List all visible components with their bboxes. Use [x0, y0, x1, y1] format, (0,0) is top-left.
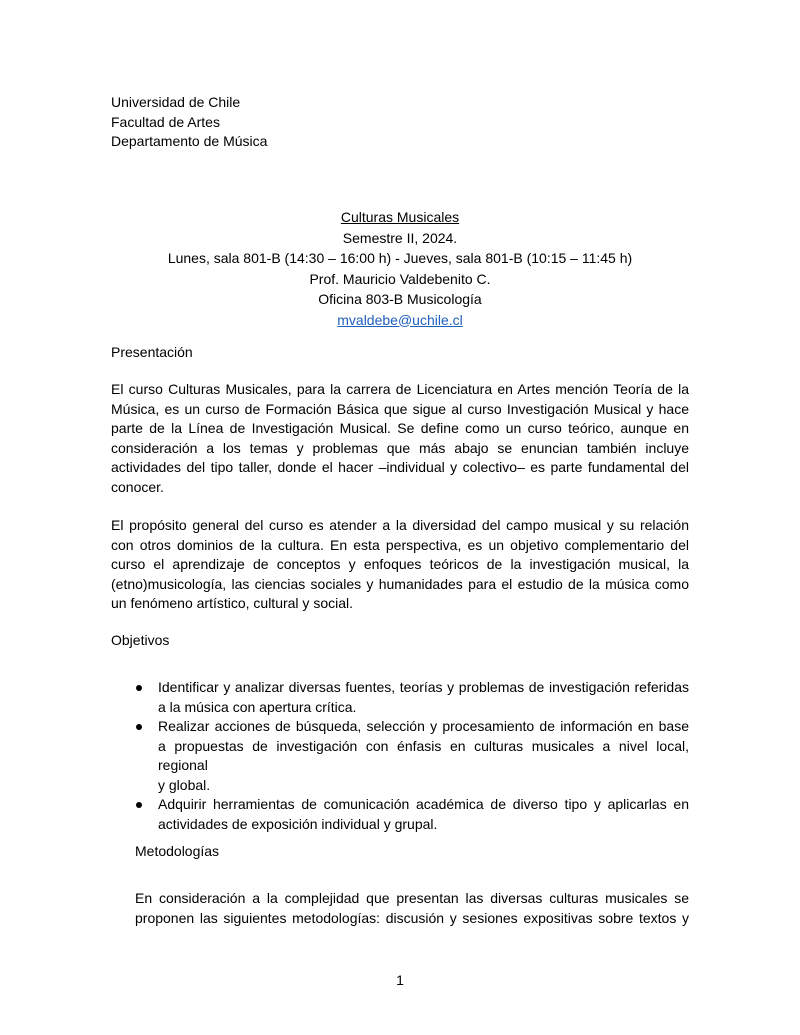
list-item: Adquirir herramientas de comunicación académica de diverso tipo y aplicarlas en actividades de exposición individual y grupal.: [111, 795, 689, 834]
course-office: Oficina 803-B Musicología: [318, 291, 482, 307]
bullet-icon: [136, 685, 142, 691]
list-item: Identificar y analizar diversas fuentes, teorías y problemas de investigación referidas a la música con apertura crítica.: [111, 678, 689, 717]
section-heading-metodologias: Metodologías: [135, 843, 220, 859]
university-name: Universidad de Chile: [111, 94, 241, 110]
course-schedule: Lunes, sala 801-B (14:30 – 16:00 h) - Jueves, sala 801-B (10:15 – 11:45 h): [167, 250, 633, 266]
course-professor: Prof. Mauricio Valdebenito C.: [309, 270, 491, 287]
course-semester: Semestre II, 2024.: [342, 229, 458, 246]
objetivos-list: [111, 678, 689, 834]
list-item: Realizar acciones de búsqueda, selección y procesamiento de información en base a propuestas de investigación con énfasis en culturas musicales a nivel local, regional y global.: [111, 717, 689, 795]
page-number: 1: [396, 972, 404, 988]
presentacion-paragraph-1: El curso Culturas Musicales, para la carrera de Licenciatura en Artes mención Teoría de la Música, es un curso de Formación Básica que sigue al curso Investigación Musical y hace parte de la Línea de Investigación Musical. Se define como un curso teórico, aunque en consideración a los temas y problemas que más abajo se enuncian también incluye actividades del tipo taller, donde el hacer –individual y colectivo– es parte fundamental del conocer.: [111, 381, 689, 495]
professor-email-link[interactable]: mvaldebe@uchile.cl: [337, 311, 463, 328]
course-title: Culturas Musicales: [340, 209, 460, 225]
section-heading-objetivos: Objetivos: [111, 632, 170, 648]
course-info: [111, 207, 689, 330]
faculty-name: Facultad de Artes: [111, 114, 220, 130]
bullet-icon: [136, 802, 142, 808]
section-heading-presentacion: Presentación: [111, 344, 193, 360]
presentacion-paragraph-2: El propósito general del curso es atender a la diversidad del campo musical y su relación con otros dominios de la cultura. En esta perspectiva, es un objetivo complementario del curso el aprendizaje de conceptos y enfoques teóricos de la investigación musical, la (etno)musicología, las ciencias sociales y humanidades para el estudio de la música como un fenómeno artístico, cultural y social.: [111, 517, 689, 611]
bullet-icon: [136, 724, 142, 730]
department-name: Departamento de Música: [111, 133, 268, 149]
metodologias-paragraph: En consideración a la complejidad que presentan las diversas culturas musicales se proponen las siguientes metodologías: discusión y sesiones expositivas sobre textos y: [135, 890, 689, 926]
